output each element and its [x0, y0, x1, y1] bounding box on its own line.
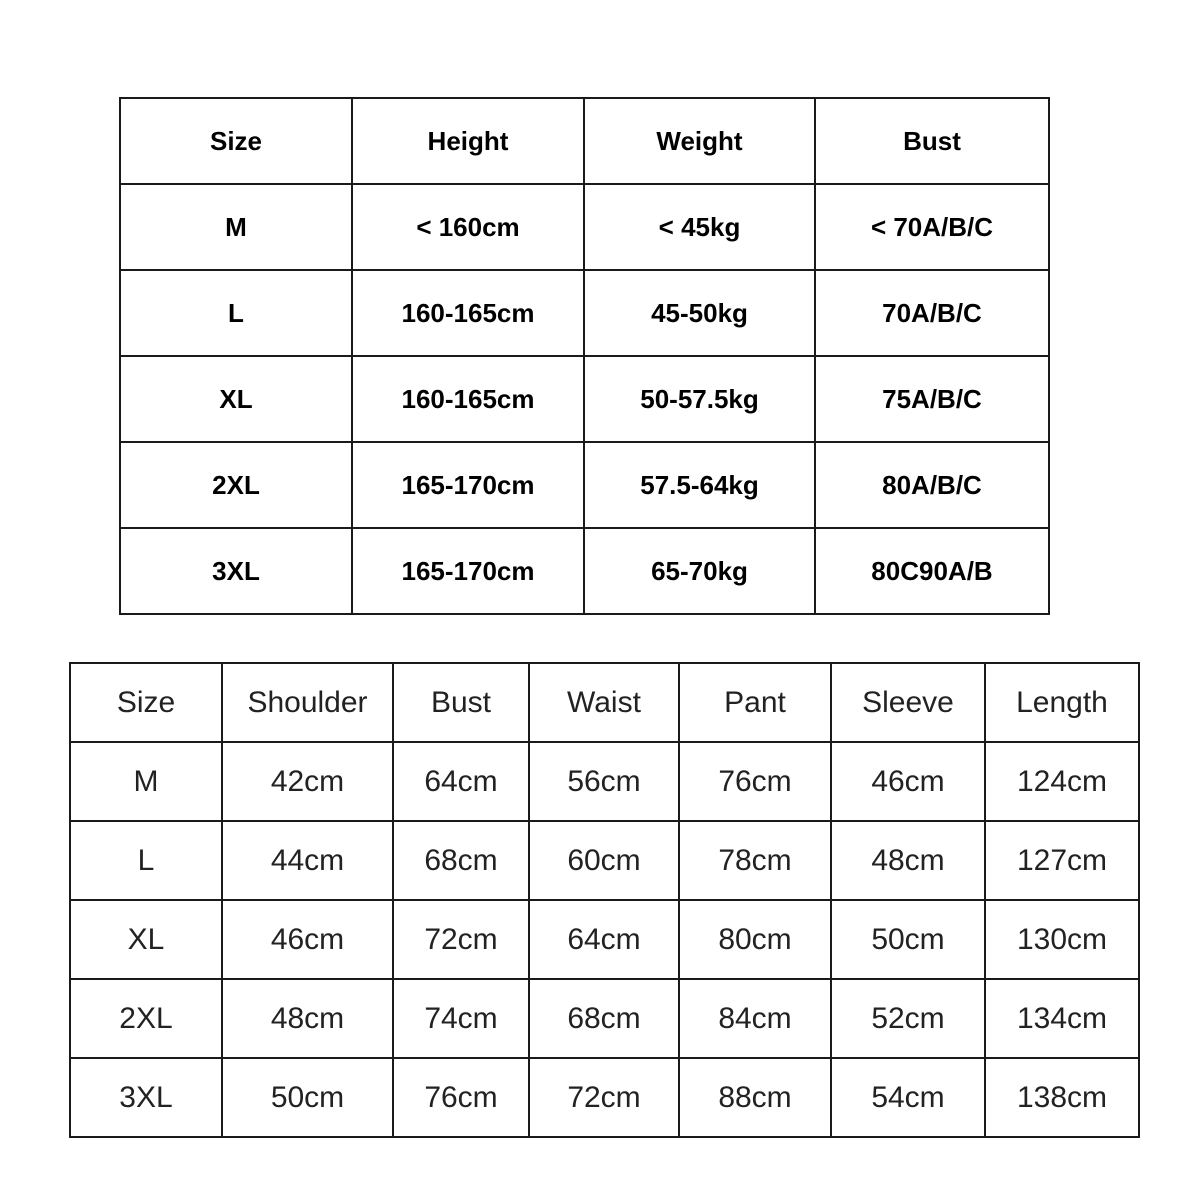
- header-cell-bust: Bust: [815, 98, 1049, 184]
- table-cell: 64cm: [393, 742, 529, 821]
- table-row: [120, 270, 1049, 356]
- table-cell: 75A/B/C: [815, 356, 1049, 442]
- header-cell-weight: Weight: [584, 98, 815, 184]
- body-fit-size-table: [119, 97, 1050, 615]
- table-cell: 72cm: [393, 900, 529, 979]
- table-row: [120, 184, 1049, 270]
- table-cell: L: [120, 270, 352, 356]
- table-cell: 78cm: [679, 821, 831, 900]
- table-cell: 80cm: [679, 900, 831, 979]
- table-cell: 165-170cm: [352, 442, 584, 528]
- table-cell: 124cm: [985, 742, 1139, 821]
- table-cell: L: [70, 821, 222, 900]
- header-cell-height: Height: [352, 98, 584, 184]
- table-cell: 50cm: [831, 900, 985, 979]
- table-cell: 130cm: [985, 900, 1139, 979]
- header-cell-sleeve: Sleeve: [831, 663, 985, 742]
- table-row: [70, 1058, 1139, 1137]
- table-cell: 57.5-64kg: [584, 442, 815, 528]
- table-cell: M: [120, 184, 352, 270]
- table-row: [120, 356, 1049, 442]
- table-cell: 88cm: [679, 1058, 831, 1137]
- header-cell-pant: Pant: [679, 663, 831, 742]
- table-cell: 127cm: [985, 821, 1139, 900]
- table-cell: 165-170cm: [352, 528, 584, 614]
- table-cell: 50cm: [222, 1058, 393, 1137]
- table-cell: 52cm: [831, 979, 985, 1058]
- table-cell: 46cm: [831, 742, 985, 821]
- table-header-row: [70, 663, 1139, 742]
- table-cell: 64cm: [529, 900, 679, 979]
- table-cell: 68cm: [529, 979, 679, 1058]
- table-cell: 56cm: [529, 742, 679, 821]
- table-cell: 80C90A/B: [815, 528, 1049, 614]
- header-cell-size: Size: [120, 98, 352, 184]
- table-cell: 72cm: [529, 1058, 679, 1137]
- table-header-row: [120, 98, 1049, 184]
- table-cell: 48cm: [222, 979, 393, 1058]
- table-cell: 68cm: [393, 821, 529, 900]
- table-cell: 74cm: [393, 979, 529, 1058]
- table-cell: < 160cm: [352, 184, 584, 270]
- table-cell: 54cm: [831, 1058, 985, 1137]
- header-cell-waist: Waist: [529, 663, 679, 742]
- table-cell: 50-57.5kg: [584, 356, 815, 442]
- table-cell: M: [70, 742, 222, 821]
- table-cell: XL: [120, 356, 352, 442]
- table-cell: 160-165cm: [352, 270, 584, 356]
- table-cell: 46cm: [222, 900, 393, 979]
- table-cell: 3XL: [70, 1058, 222, 1137]
- table-cell: 65-70kg: [584, 528, 815, 614]
- garment-measurement-table: [69, 662, 1140, 1138]
- table-cell: 60cm: [529, 821, 679, 900]
- header-cell-bust: Bust: [393, 663, 529, 742]
- table-cell: 76cm: [393, 1058, 529, 1137]
- table-cell: 42cm: [222, 742, 393, 821]
- table-cell: 80A/B/C: [815, 442, 1049, 528]
- header-cell-size: Size: [70, 663, 222, 742]
- table-cell: 2XL: [120, 442, 352, 528]
- table-cell: < 70A/B/C: [815, 184, 1049, 270]
- table-cell: 138cm: [985, 1058, 1139, 1137]
- table-row: [120, 528, 1049, 614]
- table-cell: 2XL: [70, 979, 222, 1058]
- table-cell: XL: [70, 900, 222, 979]
- table-row: [70, 821, 1139, 900]
- table-cell: 3XL: [120, 528, 352, 614]
- table-row: [70, 979, 1139, 1058]
- header-cell-shoulder: Shoulder: [222, 663, 393, 742]
- table-cell: 70A/B/C: [815, 270, 1049, 356]
- table-cell: 84cm: [679, 979, 831, 1058]
- table-cell: 44cm: [222, 821, 393, 900]
- table-row: [70, 900, 1139, 979]
- header-cell-length: Length: [985, 663, 1139, 742]
- table-cell: 48cm: [831, 821, 985, 900]
- table-cell: 134cm: [985, 979, 1139, 1058]
- table-row: [120, 442, 1049, 528]
- table-row: [70, 742, 1139, 821]
- table-cell: < 45kg: [584, 184, 815, 270]
- table-cell: 160-165cm: [352, 356, 584, 442]
- table-cell: 45-50kg: [584, 270, 815, 356]
- table-cell: 76cm: [679, 742, 831, 821]
